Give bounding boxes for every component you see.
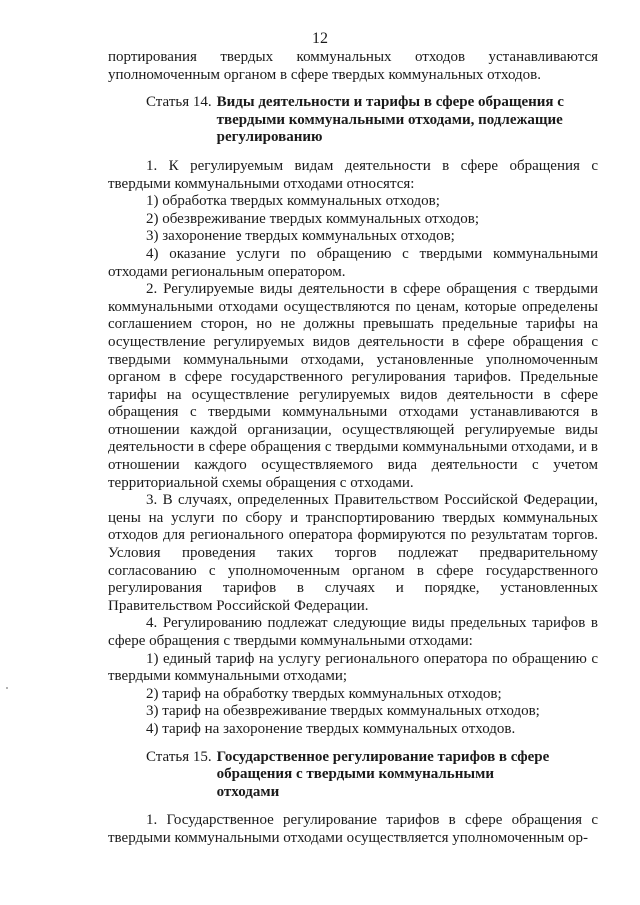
article-14-list-item-3: 3) захоронение твердых коммунальных отходов; [146, 228, 455, 245]
article-14-tariff-item-4: 4) тариф на захоронение твердых коммунальных отходов. [146, 720, 516, 737]
article-14-tariff-item-1: 1) единый тариф на услугу регионального оператора по обращению с твердыми коммунальными отходами; [108, 650, 598, 685]
margin-mark [6, 687, 8, 689]
opening-paragraph: портирования твердых коммунальных отходов устанавливаются уполномоченным органом в сфере твердых коммунальных отходов. [108, 49, 598, 83]
article-14-paragraph-1: 1. К регулируемым видам деятельности в сфере обращения с твердыми коммунальными отходами относятся: [108, 157, 598, 192]
article-14-label: Статья 14. [146, 94, 212, 111]
article-14-tariff-item-2: 2) тариф на обработку твердых коммунальных отходов; [146, 685, 502, 702]
article-15-heading [108, 749, 598, 802]
article-15-title: Государственное регулирование тарифов в сфере обращения с твердыми коммунальными отходами [216, 748, 550, 800]
article-14-paragraph-2: 2. Регулируемые виды деятельности в сфере обращения с твердыми коммунальными отходами осуществляются по ценам, которые определены соглашением сторон, но не должны превышать предельные тарифы на осуществление регулируемых видов деятельности в сфере обращения с твердыми коммунальными отходами, установленные уполномоченным органом в сфере государственного регулирования тарифов. Предельные тарифы на осуществление регулируемых видов деятельности в сфере обращения с твердыми коммунальными отходами устанавливаются в отношении каждой организации, осуществляющей регулируемые виды деятельности в сфере обращения с твердыми коммунальными отходами, и в отношении каждого осуществляемого вида деятельности с учетом территориальной схемы обращения с отходами. [108, 281, 598, 491]
article-14-list-item-4: 4) оказание услуги по обращению с твердыми коммунальными отходами региональным оператором. [108, 245, 598, 280]
page-number: 12 [312, 30, 328, 47]
article-14-list-item-1: 1) обработка твердых коммунальных отходов; [146, 193, 440, 210]
article-14-tariff-item-3: 3) тариф на обезвреживание твердых коммунальных отходов; [146, 703, 540, 720]
document-body [108, 49, 598, 848]
article-14-heading [108, 94, 598, 147]
article-14-title: Виды деятельности и тарифы в сфере обращения с твердыми коммунальными отходами, подлежащие регулированию [216, 94, 564, 146]
article-14-list-item-2: 2) обезвреживание твердых коммунальных отходов; [146, 210, 480, 227]
article-15-label: Статья 15. [146, 748, 212, 765]
article-15-paragraph-1: 1. Государственное регулирование тарифов в сфере обращения с твердыми коммунальными отходами осуществляется уполномоченным ор- [108, 812, 598, 846]
article-14-paragraph-4: 4. Регулированию подлежат следующие виды предельных тарифов в сфере обращения с твердыми коммунальными отходами: [108, 615, 598, 649]
article-14-paragraph-3: 3. В случаях, определенных Правительством Российской Федерации, цены на услуги по сбору и транспортированию твердых коммунальных отходов для регионального оператора формируются по результатам торгов. Условия проведения таких торгов подлежат предварительному согласованию с уполномоченным органом в сфере государственного регулирования тарифов в случаях и порядке, установленных Правительством Российской Федерации. [108, 492, 598, 614]
